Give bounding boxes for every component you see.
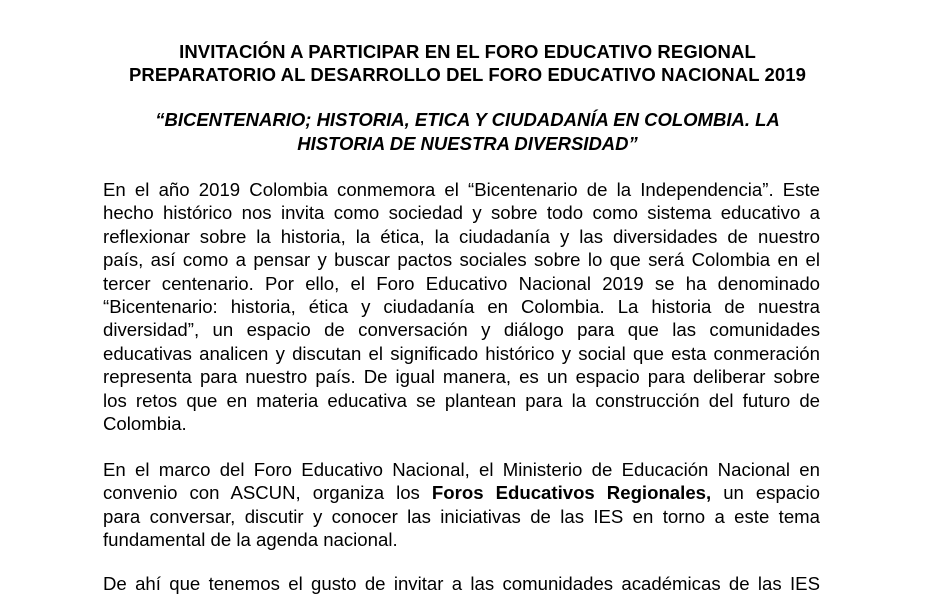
paragraph-1-line: tercer centenario. Por ello, el Foro Educativo Nacional 2019 se ha denominado: [103, 272, 820, 294]
title-line-2: PREPARATORIO AL DESARROLLO DEL FORO EDUCATIVO NACIONAL 2019: [128, 64, 807, 85]
paragraph-1-line: En el año 2019 Colombia conmemora el “Bicentenario de la Independencia”. Este: [103, 179, 820, 200]
paragraph-1-line: diversidad”, un espacio de conversación y diálogo para que las comunidades: [103, 319, 820, 341]
foros-regionales-emphasis: Foros Educativos Regionales,: [431, 482, 712, 504]
document-subtitle: [60, 108, 875, 156]
paragraph-3: [103, 572, 820, 595]
paragraph-2-text: un espacio: [711, 482, 821, 504]
document-title: [60, 40, 875, 86]
paragraph-1-line: país, así como a pensar y buscar pactos sociales sobre lo que será Colombia en el: [103, 249, 820, 271]
paragraph-2-text: convenio con ASCUN, organiza los: [103, 482, 432, 504]
paragraph-2: [103, 458, 820, 552]
paragraph-1-line: Colombia.: [103, 413, 187, 435]
title-line-1: INVITACIÓN A PARTICIPAR EN EL FORO EDUCATIVO REGIONAL: [179, 41, 756, 62]
paragraph-1-line: hecho histórico nos invita como sociedad y sobre todo como sistema educativo a: [103, 202, 820, 224]
subtitle-line-2: HISTORIA DE NUESTRA DIVERSIDAD”: [297, 133, 638, 154]
paragraph-2-line: [103, 481, 820, 504]
paragraph-1: [103, 178, 820, 435]
paragraph-2-line: En el marco del Foro Educativo Nacional, el Ministerio de Educación Nacional en: [103, 459, 820, 480]
subtitle-line-1: “BICENTENARIO; HISTORIA, ETICA Y CIUDADANÍA EN COLOMBIA. LA: [155, 109, 780, 130]
paragraph-1-line: reflexionar sobre la historia, la ética, la ciudadanía y las diversidades de nuestro: [103, 225, 820, 247]
paragraph-3-line: De ahí que tenemos el gusto de invitar a las comunidades académicas de las IES: [103, 573, 820, 594]
paragraph-1-line: los retos que en materia educativa se plantean para la construcción del futuro de: [103, 389, 820, 411]
paragraph-2-line: para conversar, discutir y conocer las iniciativas de las IES en torno a este tema: [103, 505, 820, 527]
paragraph-2-line: fundamental de la agenda nacional.: [103, 529, 398, 551]
paragraph-1-line: “Bicentenario: historia, ética y ciudadanía en Colombia. La historia de nuestra: [103, 296, 820, 318]
paragraph-1-line: representa para nuestro país. De igual manera, es un espacio para deliberar sobre: [103, 366, 820, 388]
paragraph-1-line: educativas analicen y discutan el significado histórico y social que esta conmeración: [103, 342, 820, 364]
